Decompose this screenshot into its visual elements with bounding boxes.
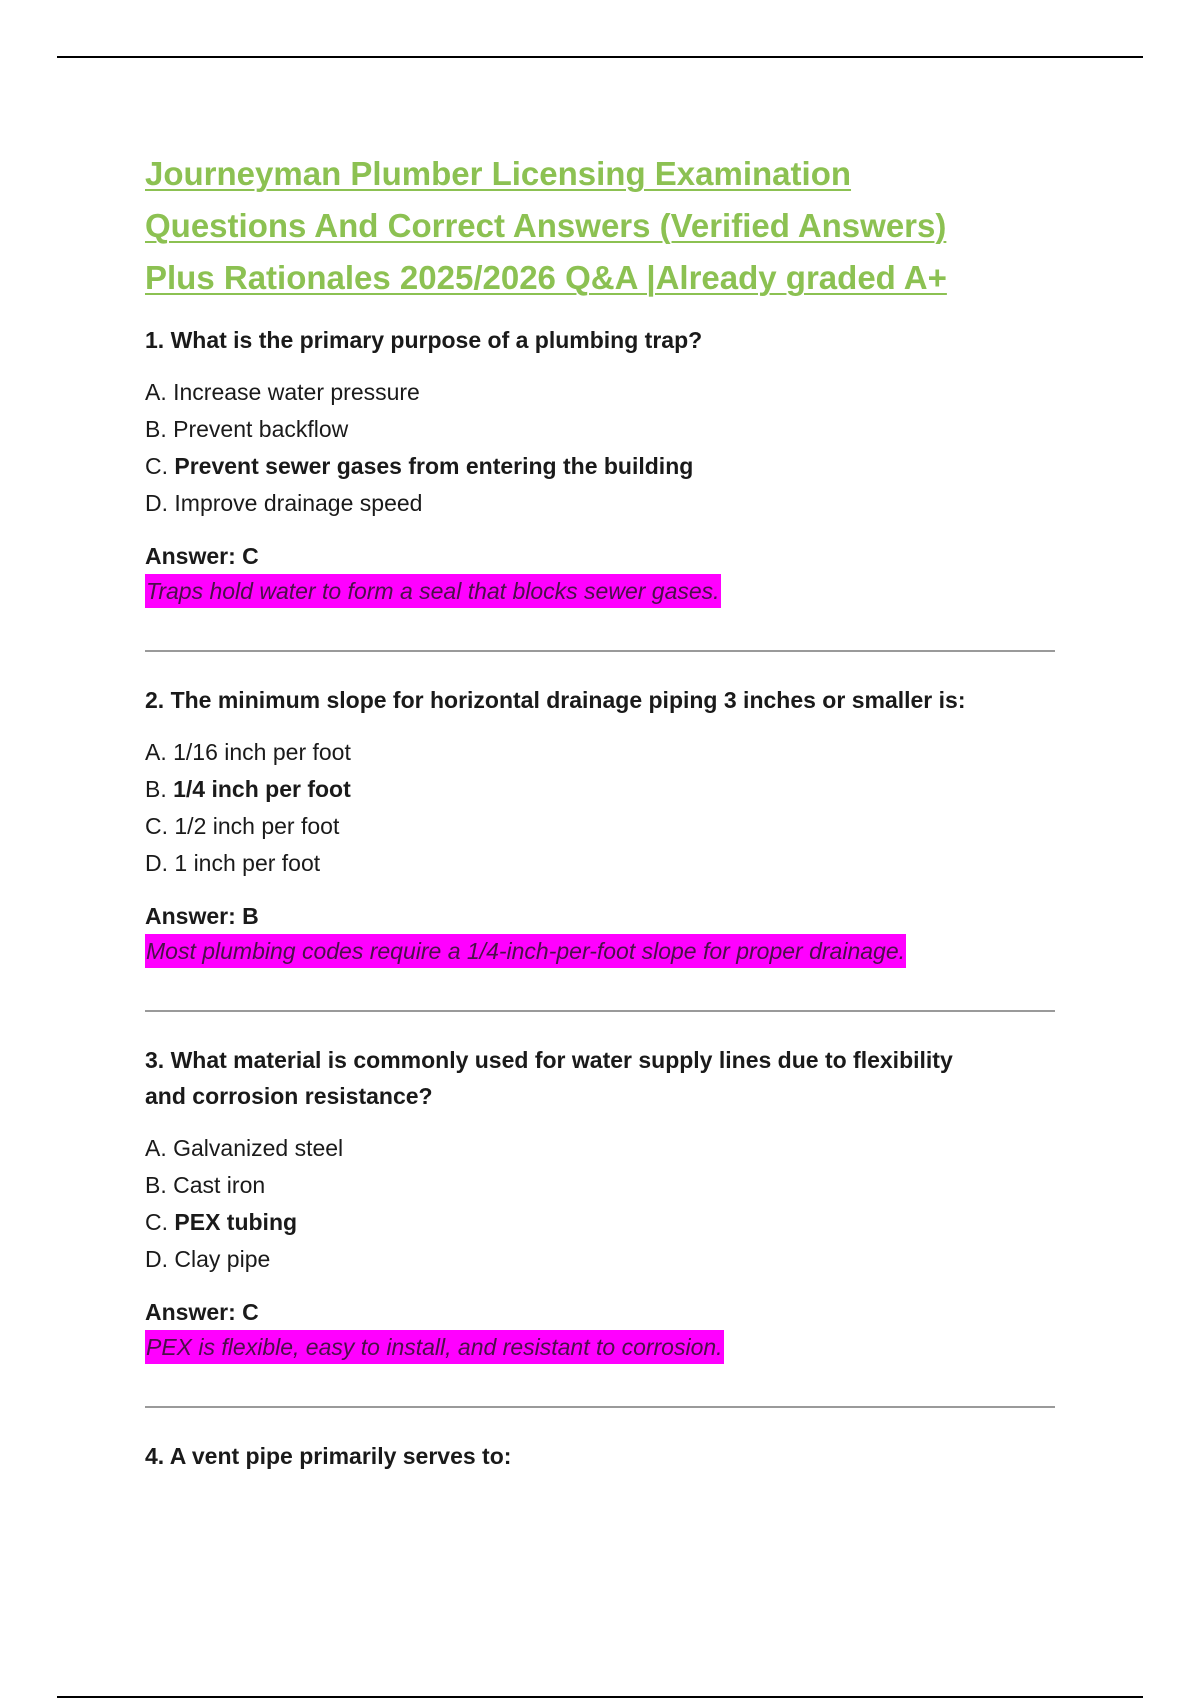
question-text: 3. What material is commonly used for water supply lines due to flexibility and corrosion resistance?: [145, 1047, 953, 1109]
option-d: D. Clay pipe: [145, 1246, 271, 1272]
question-text: 1. What is the primary purpose of a plumbing trap?: [145, 327, 703, 353]
options-list: [145, 374, 1065, 522]
question-1: [145, 322, 1065, 608]
title-line-2: Questions And Correct Answers (Verified Answers): [145, 207, 947, 244]
option-c: C. 1/2 inch per foot: [145, 813, 340, 839]
option-a: A. 1/16 inch per foot: [145, 739, 351, 765]
title-line-3: Plus Rationales 2025/2026 Q&A |Already graded A+: [145, 259, 947, 296]
options-list: [145, 1130, 1065, 1278]
question-separator: [145, 650, 1055, 652]
option-b: B. Cast iron: [145, 1172, 266, 1198]
option-c-correct: C. Prevent sewer gases from entering the building: [145, 453, 694, 479]
document-body: [145, 148, 1065, 1474]
question-separator: [145, 1010, 1055, 1012]
answer-label: Answer: C: [145, 1299, 259, 1325]
document-title: [145, 148, 1065, 304]
title-line-1: Journeyman Plumber Licensing Examination: [145, 155, 852, 192]
rationale-highlight: PEX is flexible, easy to install, and resistant to corrosion.: [145, 1330, 724, 1364]
question-2: [145, 682, 1065, 968]
answer-label: Answer: B: [145, 903, 259, 929]
rationale-highlight: Traps hold water to form a seal that blocks sewer gases.: [145, 574, 721, 608]
question-text: 4. A vent pipe primarily serves to:: [145, 1443, 512, 1469]
option-b: B. Prevent backflow: [145, 416, 349, 442]
answer-label: Answer: C: [145, 543, 259, 569]
option-d: D. 1 inch per foot: [145, 850, 321, 876]
header-rule: [57, 56, 1143, 58]
question-4: [145, 1438, 1065, 1474]
option-b-correct: B. 1/4 inch per foot: [145, 776, 351, 802]
option-a: A. Increase water pressure: [145, 379, 420, 405]
option-a: A. Galvanized steel: [145, 1135, 344, 1161]
footer-rule: [57, 1696, 1143, 1698]
question-text: 2. The minimum slope for horizontal drainage piping 3 inches or smaller is:: [145, 687, 966, 713]
options-list: [145, 734, 1065, 882]
question-3: [145, 1042, 1065, 1364]
question-separator: [145, 1406, 1055, 1408]
option-c-correct: C. PEX tubing: [145, 1209, 298, 1235]
rationale-highlight: Most plumbing codes require a 1/4-inch-per-foot slope for proper drainage.: [145, 934, 906, 968]
option-d: D. Improve drainage speed: [145, 490, 423, 516]
